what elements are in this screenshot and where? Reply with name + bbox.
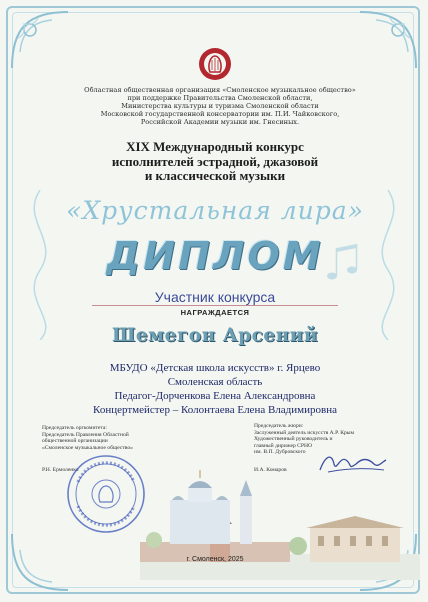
- left-signature-line-3: общественной организации: [42, 438, 108, 445]
- society-logo-icon: [197, 46, 233, 82]
- diploma-title: ДИПЛОМ: [106, 234, 324, 278]
- school-line: МБУДО «Детская школа искусств» г. Ярцево: [109, 362, 321, 374]
- right-signature-line-3: Художественный руководитель и: [254, 436, 333, 443]
- left-signer: Р.Н. Ермоленко: [42, 467, 79, 473]
- city-year: г. Смоленск, 2025: [186, 556, 244, 563]
- awarded-label: НАГРАЖДАЕТСЯ: [180, 308, 250, 317]
- left-signature-block: [42, 425, 182, 451]
- participant-status: Участник конкурса: [154, 289, 276, 305]
- contest-title-line-2: исполнителей эстрадной, джазовой: [111, 153, 319, 169]
- organizers-line-2: при поддержке Правительства Смоленской области,: [127, 94, 313, 103]
- region-line: Смоленская область: [167, 376, 263, 388]
- contest-title-line-3: и классической музыки: [144, 168, 286, 183]
- organizers-block: [70, 86, 370, 126]
- organizers-line-1: Областная общественная организация «Смоленское музыкальное общество»: [84, 86, 356, 94]
- right-signature-line-4: главный дирижер СРНО: [254, 442, 313, 449]
- teacher-line: Педагог-Дорченкова Елена Александровна: [114, 390, 316, 402]
- right-signature-line-2: Заслуженный деятель искусств А.Р. Крым: [254, 429, 355, 436]
- left-signature-line-1: Председатель оргкомитета:: [42, 425, 107, 431]
- right-signer: И.А. Комаров: [254, 467, 287, 473]
- organizers-line-3: Министерства культуры и туризма Смоленской области: [121, 102, 319, 111]
- official-stamp-icon: [64, 452, 148, 536]
- status-underline: [92, 305, 338, 306]
- contest-title: [50, 140, 380, 184]
- right-signature-line-1: Председатель жюри:: [254, 423, 304, 429]
- cathedral-illustration: [140, 470, 420, 580]
- organizers-line-4: Московской государственной консерватории им. П.И. Чайковского,: [100, 110, 340, 119]
- ornament-top-left-icon: [8, 8, 78, 78]
- left-signature-line-4: «Смоленское музыкальное общество»: [42, 444, 133, 451]
- left-signature-line-2: Председатель Правления Областной: [42, 431, 129, 438]
- recipient-name: Шемегон Арсений: [111, 325, 319, 346]
- contest-name: «Хрустальная лира»: [66, 196, 364, 225]
- accompanist-line: Концертмейстер – Колонтаева Елена Владимировна: [93, 404, 337, 416]
- organizers-line-5: Российской Академии музыки им. Гнесиных.: [140, 118, 300, 127]
- contest-title-line-1: XIX Международный конкурс: [126, 139, 304, 154]
- ornament-top-right-icon: [350, 8, 420, 78]
- right-signature-line-5: им. В.П. Дубровского: [254, 449, 306, 456]
